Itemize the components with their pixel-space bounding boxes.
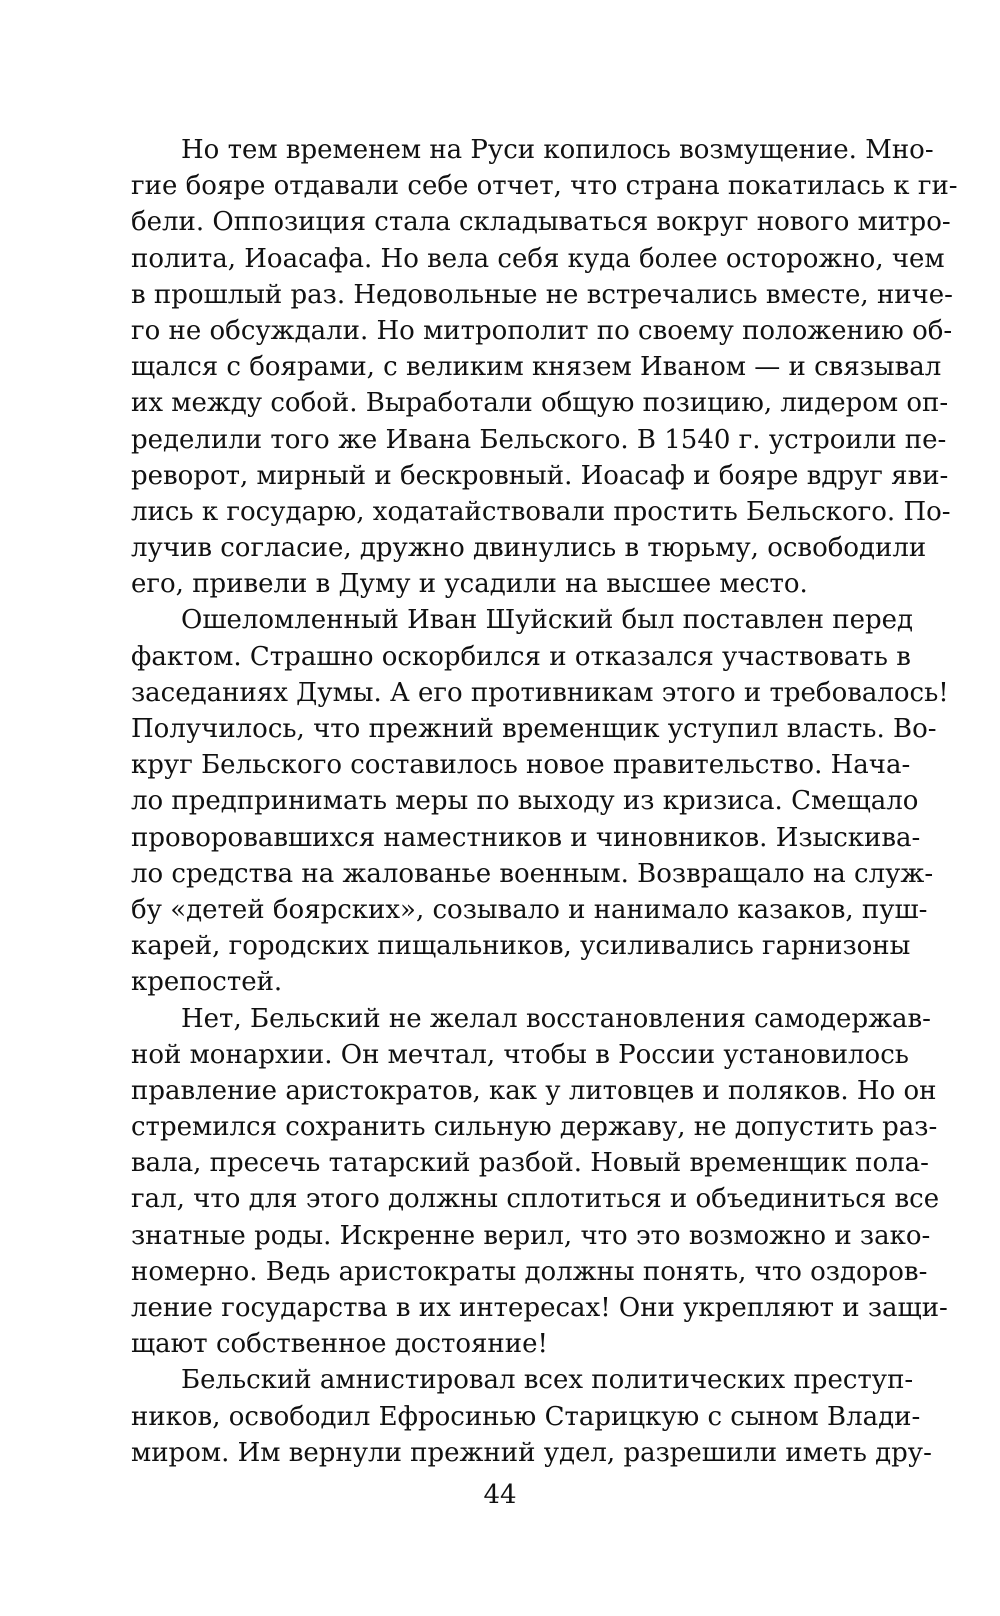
text-line: карей, городских пищальников, усиливались гарнизоны <box>131 931 911 962</box>
text-line: круг Бельского составилось новое правительство. Нача- <box>131 750 911 781</box>
text-line: его, привели в Думу и усадили на высшее место. <box>131 569 808 600</box>
paragraph <box>131 132 958 602</box>
text-line: ло средства на жалованье военным. Возвращало на служ- <box>131 858 934 889</box>
text-line: гал, что для этого должны сплотиться и объединиться все <box>131 1184 940 1215</box>
text-line: правление аристократов, как у литовцев и поляков. Но он <box>131 1075 937 1106</box>
text-line: вала, пресечь татарский разбой. Новый временщик пола- <box>131 1148 929 1179</box>
paragraph <box>131 1001 948 1363</box>
text-line: стремился сохранить сильную державу, не допустить раз- <box>131 1112 938 1143</box>
text-line: ределили того же Ивана Бельского. В 1540 г. устроили пе- <box>131 424 947 455</box>
text-line: ло предпринимать меры по выходу из кризиса. Смещало <box>131 786 919 817</box>
text-line: крепостей. <box>131 967 283 998</box>
text-line: фактом. Страшно оскорбился и отказался участвовать в <box>131 641 911 672</box>
text-line: Бельский амнистировал всех политических преступ- <box>181 1365 914 1396</box>
text-line: ной монархии. Он мечтал, чтобы в России установилось <box>131 1039 909 1070</box>
text-line: бели. Оппозиция стала складываться вокруг нового митро- <box>131 207 951 238</box>
body-text <box>131 132 958 1471</box>
text-line: лучив согласие, дружно двинулись в тюрьму, освободили <box>131 533 927 564</box>
text-line: Нет, Бельский не желал восстановления самодержав- <box>181 1003 931 1034</box>
text-line: их между собой. Выработали общую позицию, лидером оп- <box>131 388 949 419</box>
paragraph <box>131 1362 932 1471</box>
text-line: лись к государю, ходатайствовали простить Бельского. По- <box>131 496 951 527</box>
text-line: Получилось, что прежний временщик уступил власть. Во- <box>131 714 937 744</box>
text-line: го не обсуждали. Но митрополит по своему положению об- <box>131 315 953 346</box>
text-line: щался с боярами, с великим князем Иваном — и связывал <box>131 352 942 383</box>
text-line: ление государства в их интересах! Они укрепляют и защи- <box>131 1293 948 1323</box>
text-line: в прошлый раз. Недовольные не встречались вместе, ниче- <box>131 279 953 310</box>
text-line: бу «детей боярских», созывало и нанимало казаков, пуш- <box>131 894 928 925</box>
paragraph <box>131 602 949 1000</box>
text-line: проворовавшихся наместников и чиновников. Изыскива- <box>131 822 921 853</box>
text-line: Но тем временем на Руси копилось возмущение. Мно- <box>181 135 934 165</box>
text-line: реворот, мирный и бескровный. Иоасаф и бояре вдруг яви- <box>131 460 949 491</box>
text-line: номерно. Ведь аристократы должны понять, что оздоров- <box>131 1256 928 1287</box>
text-line: гие бояре отдавали себе отчет, что страна покатилась к ги- <box>131 171 958 202</box>
text-line: щают собственное достояние! <box>131 1329 548 1360</box>
text-line: миром. Им вернули прежний удел, разрешили иметь дру- <box>131 1437 932 1468</box>
text-line: ников, освободил Ефросинью Старицкую с сыном Влади- <box>131 1401 921 1432</box>
text-line: заседаниях Думы. А его противникам этого и требовалось! <box>131 677 949 708</box>
text-line: Ошеломленный Иван Шуйский был поставлен перед <box>181 605 913 636</box>
text-line: полита, Иоасафа. Но вела себя куда более осторожно, чем <box>131 243 945 274</box>
text-line: знатные роды. Искренне верил, что это возможно и зако- <box>131 1220 931 1251</box>
page-number: 44 <box>483 1480 517 1510</box>
